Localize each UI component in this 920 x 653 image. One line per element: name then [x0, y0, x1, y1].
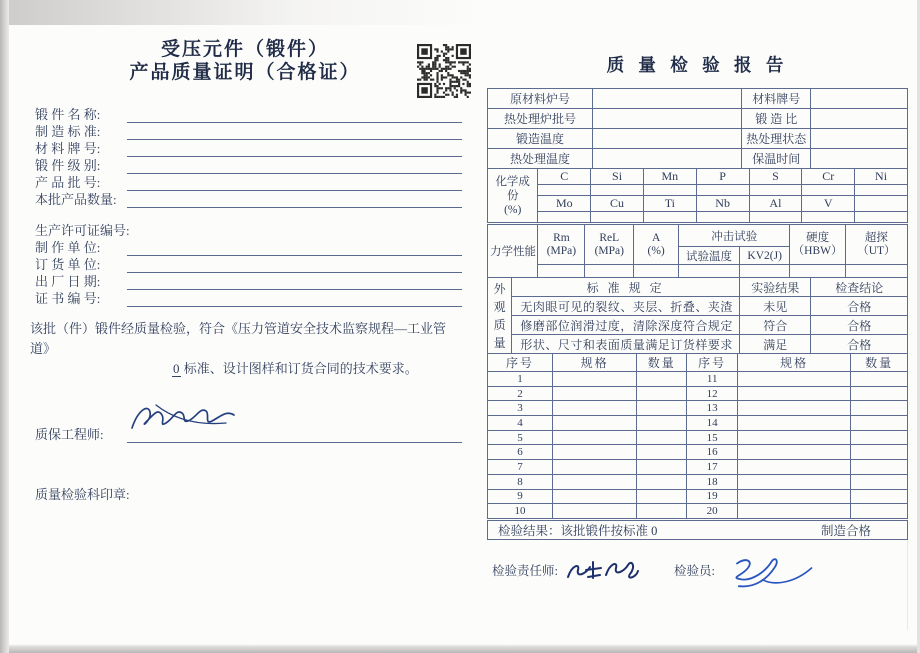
- rm-line1: Rm: [553, 232, 570, 244]
- field-label: 出 厂 日 期:: [35, 274, 101, 289]
- certificate-fields-group2: [35, 222, 462, 307]
- table-row: [488, 445, 908, 460]
- qty-cell-blank: [851, 401, 908, 416]
- field-label: 制 造 标 准:: [35, 124, 101, 139]
- element-header: Al: [749, 196, 802, 212]
- conclusion-value: 合格: [811, 335, 908, 354]
- element-header: Cu: [591, 196, 644, 212]
- qty-cell-blank: [851, 474, 908, 489]
- info-label: 原材料炉号: [488, 89, 593, 109]
- table-row: [488, 474, 908, 489]
- a-line1: A: [651, 232, 661, 244]
- statement-line2: [30, 359, 464, 379]
- element-header: C: [538, 169, 591, 185]
- inspector-responsible-signature: [562, 555, 640, 585]
- ut-line2: （UT）: [857, 244, 896, 257]
- blank-underline: [127, 143, 462, 157]
- field-label: 锻 件 名 称:: [35, 107, 101, 122]
- qty-cell-blank: [637, 386, 687, 401]
- spec-cell-blank: [553, 386, 637, 401]
- certificate-title-line2: 产品质量证明（合格证）: [129, 62, 361, 83]
- qa-engineer-row: [35, 424, 462, 443]
- info-label: 热处理状态: [742, 129, 811, 149]
- standard-text: 修磨部位润滑过度，清除深度符合规定: [512, 316, 740, 335]
- serial-number: 14: [687, 416, 737, 431]
- field-label: 产 品 批 号:: [35, 175, 101, 190]
- spec-cell-blank: [553, 474, 637, 489]
- scan-edge-top: [9, 0, 487, 25]
- element-header-blank: [855, 196, 908, 212]
- spec-cell-blank: [737, 372, 850, 387]
- info-value-blank: [593, 109, 742, 129]
- standard-text: 形状、尺寸和表面质量满足订货样要求: [512, 335, 740, 354]
- certificate-title: [30, 38, 460, 84]
- statement-line2-rest: 标准、设计图样和订货合同的技术要求。: [180, 361, 418, 376]
- value-cell-blank: [845, 265, 907, 278]
- blank-underline: [127, 276, 462, 290]
- serial-number: 18: [687, 474, 737, 489]
- spec-cell-blank: [553, 430, 637, 445]
- table-row: [488, 278, 908, 297]
- qty-cell-blank: [637, 372, 687, 387]
- spec-cell-blank: [737, 445, 850, 460]
- table-row: [488, 169, 908, 185]
- impact-kv2-header: KV2(J): [739, 247, 789, 265]
- spec-cell-blank: [737, 430, 850, 445]
- element-header: Mn: [643, 169, 696, 185]
- chemistry-label-line1: 化学成份: [495, 175, 530, 202]
- rel-line1: ReL: [599, 232, 620, 244]
- serial-number: 12: [687, 386, 737, 401]
- qa-engineer-signature: [122, 398, 242, 438]
- info-value-blank: [811, 149, 908, 169]
- info-value-blank: [593, 89, 742, 109]
- table-row: [488, 265, 908, 278]
- ut-header: [845, 225, 907, 265]
- qty-cell-blank: [637, 460, 687, 475]
- serial-number: 8: [488, 474, 553, 489]
- value-cell-blank: [749, 212, 802, 223]
- field-label: 制 作 单 位:: [35, 240, 101, 255]
- certificate-title-line1: 受压元件（锻件）: [160, 39, 329, 60]
- chemistry-label-line2: (%): [504, 203, 522, 216]
- serial-number: 10: [488, 504, 553, 519]
- value-cell-blank: [802, 212, 855, 223]
- spec-cell-blank: [737, 386, 850, 401]
- serial-number: 17: [687, 460, 737, 475]
- scan-edge-bottom: [0, 644, 920, 653]
- spec-cell-blank: [737, 489, 850, 504]
- rel-header: [585, 225, 634, 265]
- value-cell-blank: [643, 185, 696, 196]
- table-row: [488, 129, 908, 149]
- info-value-blank: [811, 129, 908, 149]
- qty-cell-blank: [851, 386, 908, 401]
- field-label: 锻 件 级 别:: [35, 158, 101, 173]
- ut-line1: 超探: [864, 232, 888, 244]
- serial-number: 4: [488, 416, 553, 431]
- appearance-table: [487, 277, 908, 354]
- blank-underline: [127, 160, 462, 174]
- statement-line1: 该批（件）锻件经质量检验，符合《压力管道安全技术监察规程—工业管道》: [30, 321, 447, 356]
- impact-temp-header: 试验温度: [679, 247, 740, 265]
- table-row: [488, 196, 908, 212]
- element-header: Ni: [855, 169, 908, 185]
- value-cell-blank: [739, 265, 789, 278]
- value-cell-blank: [696, 185, 749, 196]
- qty-cell-blank: [851, 460, 908, 475]
- table-row: [488, 149, 908, 169]
- inspection-result-text: 检验结果：该批锻件按标准 0: [498, 524, 658, 538]
- chemistry-table: [487, 168, 908, 223]
- info-value-blank: [593, 149, 742, 169]
- table-row: [488, 401, 908, 416]
- field-batch-quantity: [35, 191, 462, 208]
- qty-header: 数量: [851, 354, 908, 372]
- table-row: [488, 386, 908, 401]
- serial-number: 20: [687, 504, 737, 519]
- serial-number: 3: [488, 401, 553, 416]
- value-cell-blank: [591, 185, 644, 196]
- qty-cell-blank: [637, 489, 687, 504]
- serial-number: 9: [488, 489, 553, 504]
- serial-number: 6: [488, 445, 553, 460]
- manufacture-qualified-text: 制造合格: [820, 524, 871, 538]
- table-row: [488, 430, 908, 445]
- table-row: [488, 372, 908, 387]
- report-footer: [492, 546, 912, 594]
- standard-text: 无肉眼可见的裂纹、夹层、折叠、夹渣: [512, 297, 740, 316]
- qty-cell-blank: [637, 504, 687, 519]
- rm-line2: (MPa): [546, 244, 577, 257]
- element-header: Mo: [538, 196, 591, 212]
- scan-edge-left: [0, 0, 9, 653]
- serial-number: 7: [488, 460, 553, 475]
- spec-cell-blank: [553, 401, 637, 416]
- value-cell-blank: [679, 265, 740, 278]
- element-header: Cr: [802, 169, 855, 185]
- info-value-blank: [811, 109, 908, 129]
- conclusion-value: 合格: [811, 316, 908, 335]
- value-cell-blank: [749, 185, 802, 196]
- serial-number: 2: [488, 386, 553, 401]
- conclusion-value: 合格: [811, 297, 908, 316]
- spec-cell-blank: [737, 401, 850, 416]
- table-row: [488, 489, 908, 504]
- appearance-section-label: 外观质量: [488, 278, 512, 354]
- spec-cell-blank: [553, 372, 637, 387]
- blank-underline: [127, 126, 462, 140]
- qty-cell-blank: [637, 416, 687, 431]
- table-row: [488, 225, 908, 247]
- result-value: 符合: [740, 316, 811, 335]
- table-row: [488, 109, 908, 129]
- report-title: 质 量 检 验 报 告: [606, 55, 789, 75]
- spec-cell-blank: [553, 489, 637, 504]
- hardness-line1: 硬度: [806, 232, 830, 244]
- table-row: [488, 185, 908, 196]
- value-cell-blank: [538, 212, 591, 223]
- field-certificate-number: [35, 290, 462, 307]
- info-label: 材料牌号: [742, 89, 811, 109]
- qty-cell-blank: [851, 504, 908, 519]
- qty-header: 数量: [637, 354, 687, 372]
- qty-cell-blank: [851, 489, 908, 504]
- info-value-blank: [593, 129, 742, 149]
- spec-cell-blank: [553, 416, 637, 431]
- qty-cell-blank: [851, 430, 908, 445]
- standard-header: 标 准 规 定: [512, 278, 740, 297]
- qty-cell-blank: [851, 372, 908, 387]
- info-value-blank: [811, 89, 908, 109]
- elongation-header: [634, 225, 679, 265]
- element-header: Si: [591, 169, 644, 185]
- value-cell-blank: [585, 265, 634, 278]
- rel-line2: (MPa): [594, 244, 624, 257]
- serial-number: 15: [687, 430, 737, 445]
- qa-engineer-label: 质保工程师:: [35, 427, 104, 442]
- mechanical-section-label: 力学性能: [488, 225, 538, 278]
- hardness-line2: （HBW）: [792, 244, 843, 257]
- value-cell-blank: [538, 265, 585, 278]
- serial-number: 16: [687, 445, 737, 460]
- spec-cell-blank: [737, 460, 850, 475]
- table-row: [488, 316, 908, 335]
- blank-underline: [127, 109, 462, 123]
- element-header: P: [696, 169, 749, 185]
- info-label: 锻造温度: [488, 129, 593, 149]
- mechanical-table: [487, 224, 908, 278]
- impact-test-header: 冲击试验: [679, 225, 790, 247]
- qty-cell-blank: [851, 445, 908, 460]
- serial-number: 13: [687, 401, 737, 416]
- spec-cell-blank: [737, 474, 850, 489]
- serial-number: 5: [488, 430, 553, 445]
- value-cell-blank: [790, 265, 845, 278]
- conclusion-header: 检查结论: [811, 278, 908, 297]
- table-row: [488, 89, 908, 109]
- inspection-result-table: [487, 520, 908, 540]
- serial-number: 11: [687, 372, 737, 387]
- field-label: 订 货 单 位:: [35, 257, 101, 272]
- hardness-header: [790, 225, 845, 265]
- spec-cell-blank: [737, 504, 850, 519]
- info-label: 热处理炉批号: [488, 109, 593, 129]
- field-label: 生产许可证编号:: [35, 223, 130, 238]
- qty-cell-blank: [637, 401, 687, 416]
- spec-header: 规格: [737, 354, 850, 372]
- value-cell-blank: [855, 212, 908, 223]
- rm-header: [538, 225, 585, 265]
- blank-underline: [127, 194, 462, 208]
- info-label: 热处理温度: [488, 149, 593, 169]
- inspection-result-cell: [488, 521, 908, 540]
- value-cell-blank: [591, 212, 644, 223]
- blank-space: [145, 226, 462, 239]
- qty-cell-blank: [637, 474, 687, 489]
- info-label: 锻 造 比: [742, 109, 811, 129]
- conformity-statement: [30, 319, 464, 379]
- value-cell-blank: [802, 185, 855, 196]
- result-value: 满足: [740, 335, 811, 354]
- spec-cell-blank: [553, 445, 637, 460]
- result-header: 实验结果: [740, 278, 811, 297]
- serial-number: 19: [687, 489, 737, 504]
- blank-underline: [127, 259, 462, 273]
- qty-cell-blank: [637, 430, 687, 445]
- report-info-table: [487, 88, 908, 169]
- field-label: 证 书 编 号:: [35, 291, 101, 306]
- table-row: [488, 416, 908, 431]
- table-row: [488, 212, 908, 223]
- qty-cell-blank: [851, 416, 908, 431]
- inspector-signature: [717, 552, 817, 594]
- blank-underline: [127, 242, 462, 256]
- element-header: S: [749, 169, 802, 185]
- table-row: [488, 460, 908, 475]
- serial-header: 序号: [488, 354, 553, 372]
- table-row: [488, 521, 908, 540]
- a-line2: (%): [647, 244, 665, 257]
- value-cell-blank: [696, 212, 749, 223]
- element-header: Nb: [696, 196, 749, 212]
- chemistry-section-label: [488, 169, 538, 223]
- value-cell-blank: [538, 185, 591, 196]
- element-header: V: [802, 196, 855, 212]
- spec-header: 规格: [553, 354, 637, 372]
- inspector-label: 检验员:: [673, 564, 715, 578]
- standard-number: 0: [173, 361, 180, 376]
- certificate-fields-group1: [35, 106, 462, 208]
- spec-cell-blank: [553, 504, 637, 519]
- table-row: [488, 335, 908, 354]
- value-cell-blank: [634, 265, 679, 278]
- info-label: 保温时间: [742, 149, 811, 169]
- value-cell-blank: [643, 212, 696, 223]
- inspection-dept-seal-label: 质量检验科印章:: [35, 487, 130, 502]
- qr-code-icon: [417, 44, 471, 98]
- result-value: 未见: [740, 297, 811, 316]
- spec-cell-blank: [553, 460, 637, 475]
- value-cell-blank: [855, 185, 908, 196]
- field-label: 本批产品数量:: [35, 192, 117, 207]
- spec-cell-blank: [737, 416, 850, 431]
- table-row: [488, 504, 908, 519]
- spec-quantity-table: [487, 353, 908, 519]
- table-row: [488, 354, 908, 372]
- serial-header: 序号: [687, 354, 737, 372]
- element-header: Ti: [643, 196, 696, 212]
- serial-number: 1: [488, 372, 553, 387]
- inspector-responsible-label: 检验责任师:: [492, 564, 558, 578]
- blank-underline: [127, 293, 462, 307]
- table-row: [488, 297, 908, 316]
- field-label: 材 料 牌 号:: [35, 141, 101, 156]
- blank-underline: [127, 177, 462, 191]
- qty-cell-blank: [637, 445, 687, 460]
